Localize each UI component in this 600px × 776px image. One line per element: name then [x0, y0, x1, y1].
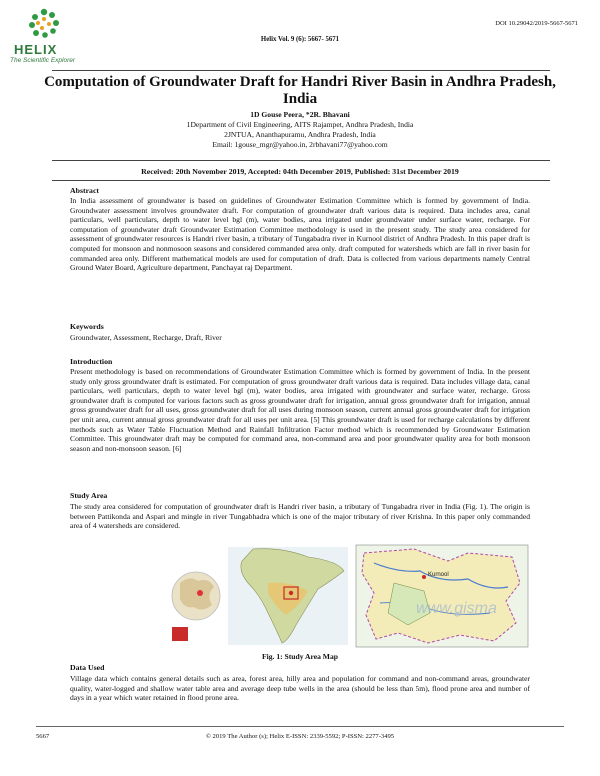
journal-citation: Helix Vol. 9 (6): 5667- 5671 [260, 36, 340, 43]
introduction-heading: Introduction [70, 357, 113, 366]
figure-caption: Fig. 1: Study Area Map [261, 652, 338, 661]
map-watermark: www.gisma [416, 600, 497, 617]
inset-badge [172, 627, 188, 641]
dates-divider-top [52, 160, 550, 161]
keywords-text: Groundwater, Assessment, Recharge, Draft, River [70, 333, 222, 342]
header-divider [52, 70, 550, 71]
affiliation-2: 2JNTUA, Ananthapuramu, Andhra Pradesh, India [224, 130, 376, 139]
doi-label: DOI 10.29042/2019-5667-5671 [495, 20, 578, 27]
india-map-image [228, 547, 348, 645]
abstract-text: In India assessment of groundwater is based on guidelines of Groundwater Estimation Committee which is formed by government of India. Groundwater assessment involves groundwater draft. For computation of groundwater draft various data is required. Data includes area, canal particulars, well particulars, depth to water level bgl (m), water bodies, area irrigated under groundwater under surface water, recharge. For computation of groundwater draft Groundwater Estimation Committee methodology is used in the present study. The study area considered for assessment of groundwater resources is Handri river basin, a tributary of Tungabadra river in Kurnool district of Andhra Pradesh. In this paper draft is computed for monsoon and nonmosoon seasons and considered commanded area only. draft computed for watersheds which are fall in river basin for commanded area only. Different mathematical models are used for computation of draft. Data is collected from various departments namely Central Ground Water Board, Agriculture department, Panchayat raj Department. [70, 196, 530, 273]
publication-dates: Received: 20th November 2019, Accepted: 04th December 2019, Published: 31st December 2019 [141, 167, 459, 176]
data-used-text: Village data which contains general details such as area, forest area, hilly area and population for command and non-command areas, groundwater quality, water-logged and shallow water table area and average deep tube wells in the area (should be less than 5m), flood prone area and number of days in a year which water retained in flood prone area. [70, 674, 530, 703]
author-block [0, 110, 600, 150]
map-label-kurnool: Kurnool [428, 572, 449, 578]
email: Email: 1gouse_mgr@yahoo.in, 2rbhavani77@yahoo.com [212, 140, 388, 149]
copyright-line: © 2019 The Author (s); Helix E-ISSN: 2339-5592; P-ISSN: 2277-3495 [205, 733, 395, 740]
footer-divider [36, 726, 564, 727]
study-area-heading: Study Area [70, 491, 108, 500]
data-used-heading: Data Used [70, 663, 105, 672]
study-area-text: The study area considered for computation of groundwater draft is Handri river basin, a tributary of Tungabadra river in India (Fig. 1). The origin is between Pattikonda and Aspari and mingle in river Tungabhadra which is one of the major tributary of river Krishna. In this paper only commanded area of 4 watersheds are considered. [70, 502, 530, 531]
introduction-text: Present methodology is based on recommendations of Groundwater Estimation Committee which is formed by government of India. In the present study only gross groundwater draft is estimated. For computation of gross groundwater draft various data is required. Data includes village data, canal particulars, well particulars, depth to water level bgl (m), water bodies, area irrigated with groundwater and surface water, recharge. Gross groundwater draft is computed for various factors such as gross groundwater draft for irrigation, annual gross groundwater draft for irrigation, annual gross groundwater draft for all uses, gross groundwater draft for all uses during monsoon season, current annual gross groundwater draft for irrigation per unit area, current annual gross groundwater draft for all uses per unit area. [5] This groundwater draft is used for recharge calculations by different methods such as Water Table Fluctuation Method and Rainfall Infiltration Factor method which is recommended by Groundwater Estimation Committee. This groundwater draft may be computed for command area, non-command area and poor groundwater quality area for both monsoon season and non-monsoon season. [6] [70, 367, 530, 453]
district-map-image [356, 545, 528, 647]
keywords-heading: Keywords [70, 322, 104, 331]
abstract-heading: Abstract [70, 186, 100, 195]
authors: 1D Gouse Peera, *2R. Bhavani [250, 110, 350, 119]
dates-divider-bottom [52, 180, 550, 181]
study-area-map [168, 543, 530, 649]
paper-title: Computation of Groundwater Draft for Handri River Basin in Andhra Pradesh, India [44, 74, 556, 107]
logo-tagline: The Scientific Explorer [10, 57, 76, 64]
page-number: 5667 [36, 733, 50, 740]
globe-map-image [172, 572, 220, 620]
affiliation-1: 1Department of Civil Engineering, AITS Rajampet, Andhra Pradesh, India [186, 120, 414, 129]
logo-title: HELIX [14, 42, 58, 57]
